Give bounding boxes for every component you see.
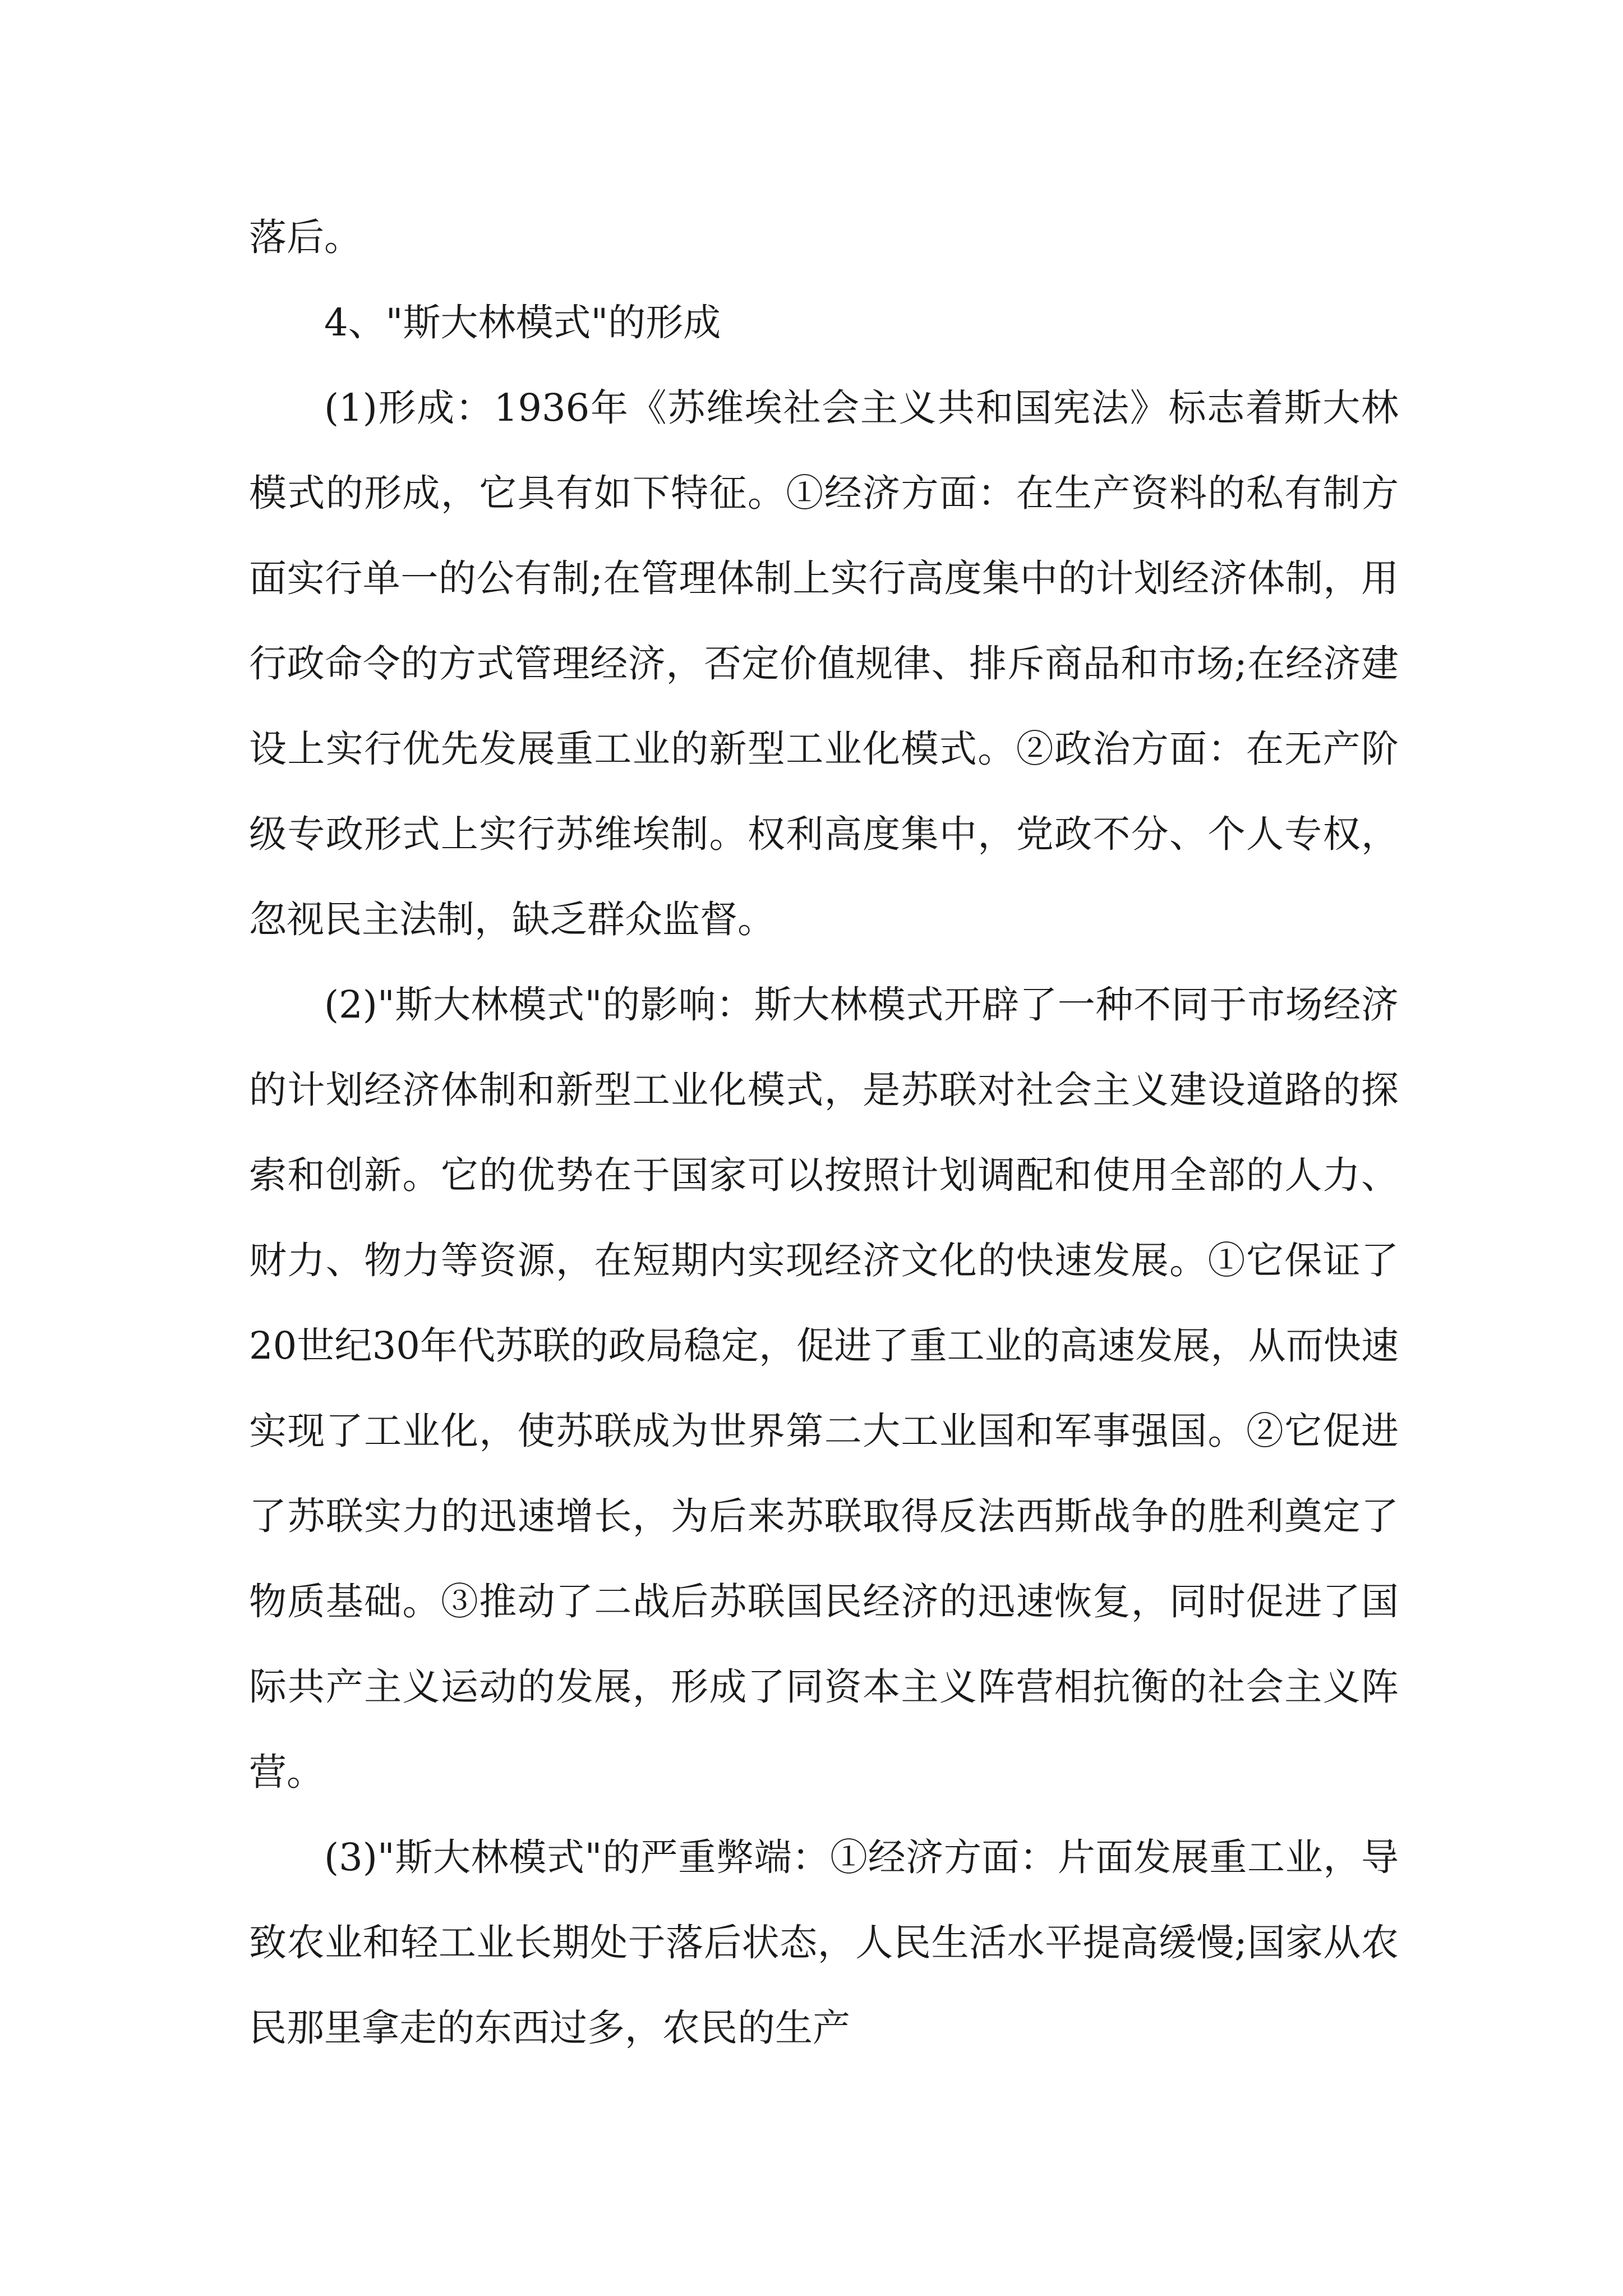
paragraph-continuation: 落后。	[249, 215, 362, 259]
paragraph-formation: (1)形成：1936年《苏维埃社会主义共和国宪法》标志着斯大林模式的形成，它具有如下特征。①经济方面：在生产资料的私有制方面实行单一的公有制;在管理体制上实行高度集中的计划经济体制，用行政命令的方式管理经济，否定价值规律、排斥商品和市场;在经济建设上实行优先发展重工业的新型工业化模式。②政治方面：在无产阶级专政形式上实行苏维埃制。权利高度集中，党政不分、个人专权，忽视民主法制，缺乏群众监督。	[249, 386, 1399, 941]
paragraph-influence: (2)"斯大林模式"的影响：斯大林模式开辟了一种不同于市场经济的计划经济体制和新型工业化模式，是苏联对社会主义建设道路的探索和创新。它的优势在于国家可以按照计划调配和使用全部的人力、财力、物力等资源，在短期内实现经济文化的快速发展。①它保证了20世纪30年代苏联的政局稳定，促进了重工业的高速发展，从而快速实现了工业化，使苏联成为世界第二大工业国和军事强国。②它促进了苏联实力的迅速增长，为后来苏联取得反法西斯战争的胜利奠定了物质基础。③推动了二战后苏联国民经济的迅速恢复，同时促进了国际共产主义运动的发展，形成了同资本主义阵营相抗衡的社会主义阵营。	[249, 983, 1399, 1794]
paragraph-drawbacks: (3)"斯大林模式"的严重弊端：①经济方面：片面发展重工业，导致农业和轻工业长期处于落后状态，人民生活水平提高缓慢;国家从农民那里拿走的东西过多，农民的生产	[249, 1835, 1399, 2050]
document-body	[249, 195, 1399, 2070]
section-heading: 4、"斯大林模式"的形成	[324, 301, 721, 344]
